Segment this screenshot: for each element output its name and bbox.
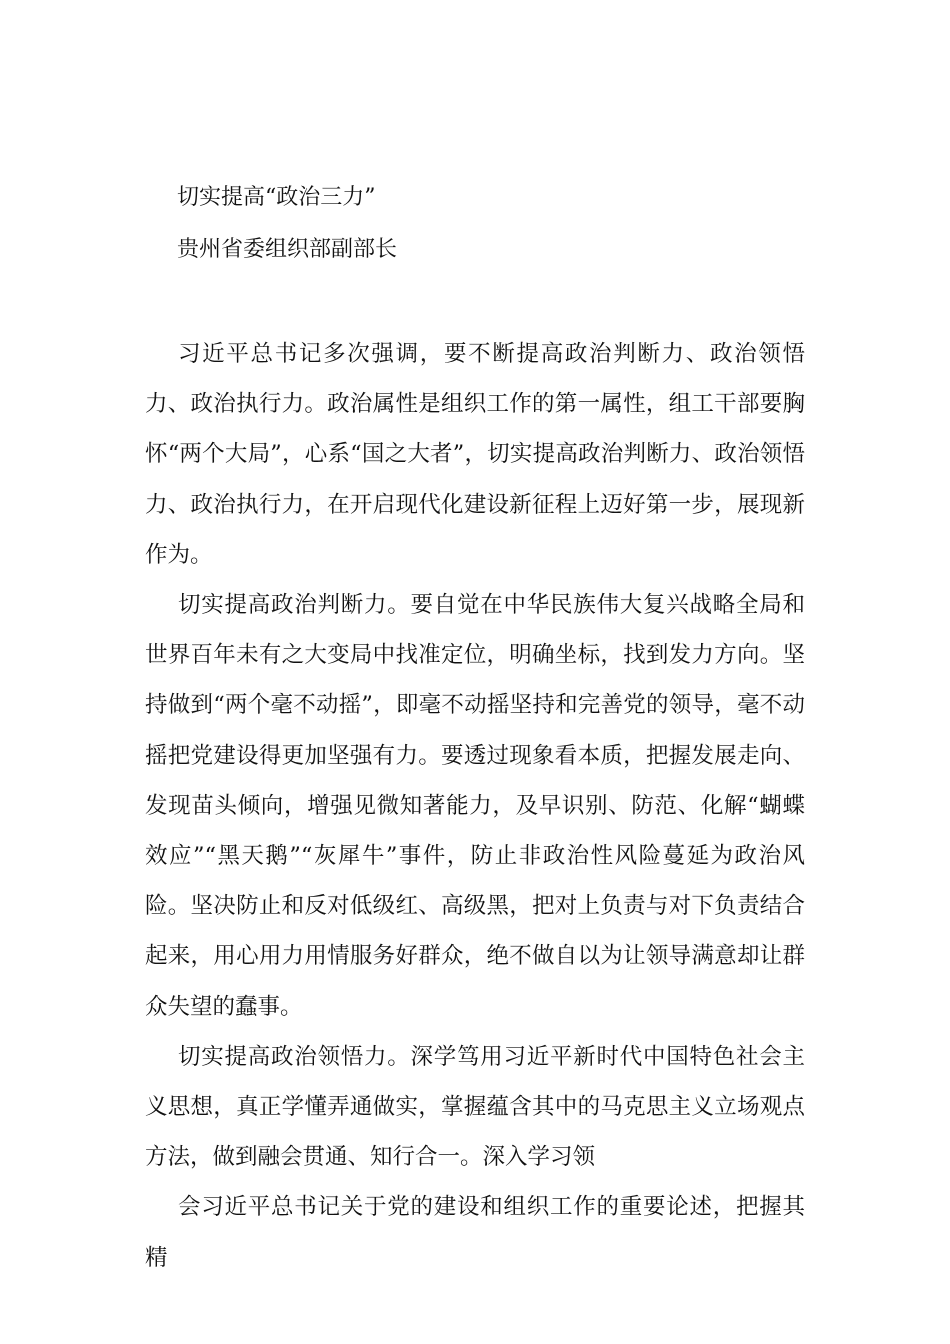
paragraph-comprehension: 切实提高政治领悟力。深学笃用习近平新时代中国特色社会主义思想，真正学懂弄通做实，掌握蕴含其中的马克思主义立场观点方法，做到融会贯通、知行合一。深入学习领	[145, 1043, 805, 1171]
author-byline: 贵州省委组织部副部长	[177, 237, 398, 262]
paragraph-continuation: 会习近平总书记关于党的建设和组织工作的重要论述，把握其精	[145, 1194, 805, 1271]
document-body	[145, 329, 805, 1283]
paragraph-intro: 习近平总书记多次强调，要不断提高政治判断力、政治领悟力、政治执行力。政治属性是组织工作的第一属性，组工干部要胸怀“两个大局”，心系“国之大者”，切实提高政治判断力、政治领悟力、政治执行力，在开启现代化建设新征程上迈好第一步，展现新作为。	[145, 341, 805, 568]
document-title: 切实提高“政治三力”	[177, 185, 376, 210]
paragraph-judgment: 切实提高政治判断力。要自觉在中华民族伟大复兴战略全局和世界百年未有之大变局中找准定位，明确坐标，找到发力方向。坚持做到“两个毫不动摇”，即毫不动摇坚持和完善党的领导，毫不动摇把党建设得更加坚强有力。要透过现象看本质，把握发展走向、发现苗头倾向，增强见微知著能力，及早识别、防范、化解“蝴蝶效应”“黑天鹅”“灰犀牛”事件，防止非政治性风险蔓延为政治风险。坚决防止和反对低级红、高级黑，把对上负责与对下负责结合起来，用心用力用情服务好群众，绝不做自以为让领导满意却让群众失望的蠢事。	[145, 592, 805, 1020]
